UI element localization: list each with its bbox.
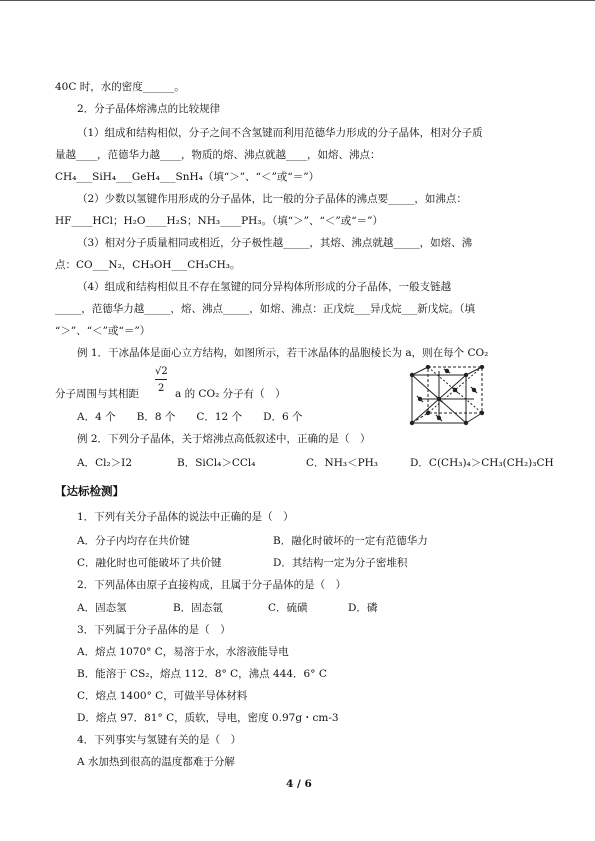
text-line: HF____HCl；H₂O____H₂S；NH₃____PH₃。（填“＞”、“＜”或“＝”） <box>55 215 383 227</box>
q3-option-c: C．熔点 1400° C，可做半导体材料 <box>77 690 248 702</box>
text-line: 例 2．下列分子晶体，关于熔沸点高低叙述中，正确的是（ ） <box>77 433 371 445</box>
q3-option-d: D．熔点 97．81° C，质软，导电，密度 0.97g・cm-3 <box>77 712 339 724</box>
page-number: 4 / 6 <box>286 778 312 790</box>
text-line: （2）少数以氢键作用形成的分子晶体，比一般的分子晶体的沸点要_____，如沸点： <box>77 193 467 205</box>
q1-option-b: B．融化时破坏的一定有范德华力 <box>273 535 428 547</box>
text-line: （1）组成和结构相似，分子之间不含氢键而利用范德华力形成的分子晶体，相对分子质 <box>77 127 483 139</box>
text-line: （4）组成和结构相似且不存在氢键的同分异构体所形成的分子晶体，一般支链越 <box>77 281 452 293</box>
q2-option-c: C．硫磺 <box>268 602 308 614</box>
q1-option-a: A．分子内均存在共价键 <box>77 535 190 547</box>
option-c: C．NH₃＜PH₃ <box>306 457 379 469</box>
text-line: 量越____，范德华力越____，物质的熔、沸点就越____，如熔、沸点： <box>55 149 381 161</box>
q3-option-b: B．能溶于 CS₂，熔点 112．8° C，沸点 444．6° C <box>77 668 327 680</box>
text-line: （3）相对分子质量相同或相近，分子极性越_____，其熔、沸点就越_____，如熔、沸 <box>77 237 473 249</box>
text-line: A．4 个 B．8 个 C．12 个 D．6 个 <box>77 411 303 423</box>
text-line: 分子周围与其相距 <box>55 388 139 400</box>
text-line: “＞”、“＜”或“＝”） <box>55 325 151 337</box>
option-b: B．SiCl₄＞CCl₄ <box>177 457 256 469</box>
q1-option-c: C．融化时也可能破坏了共价键 <box>77 557 222 569</box>
fraction-bar <box>155 379 167 380</box>
fraction-numerator: √2 <box>155 366 168 377</box>
text-line: 40C 时，水的密度______。 <box>55 81 185 93</box>
option-d: D．C(CH₃)₄＞CH₃(CH₂)₃CH <box>410 457 554 469</box>
option-a: A．Cl₂＞I2 <box>77 457 133 469</box>
question-3: 3．下列属于分子晶体的是（ ） <box>77 624 231 636</box>
q3-option-a: A．熔点 1070° C，易溶于水，水溶液能导电 <box>77 646 289 658</box>
question-4: 4．下列事实与氢键有关的是（ ） <box>77 734 242 746</box>
text-line: 2．分子晶体熔沸点的比较规律 <box>77 103 221 115</box>
text-line: a 的 CO₂ 分子有（ ） <box>175 388 286 400</box>
text-line: _____，范德华力越_____，熔、沸点_____，如熔、沸点：正戊烷___异戊烷___新戊烷。（填 <box>55 303 475 315</box>
page-top-rule <box>0 0 595 1</box>
text-line: 例 1．干冰晶体是面心立方结构，如图所示，若干冰晶体的晶胞棱长为 a，则在每个 CO₂ <box>77 347 489 359</box>
crystal-lattice-figure <box>408 365 490 427</box>
q2-option-b: B．固态氩 <box>173 602 223 614</box>
q2-option-d: D．磷 <box>348 602 378 614</box>
fraction-denominator: 2 <box>158 383 165 394</box>
text-line: 点：CO___N₂，CH₃OH___CH₃CH₃。 <box>55 259 241 271</box>
question-2: 2．下列晶体由原子直接构成，且属于分子晶体的是（ ） <box>77 579 347 591</box>
q2-option-a: A．固态氢 <box>77 602 127 614</box>
q4-option-a: A 水加热到很高的温度都难于分解 <box>77 756 235 768</box>
q1-option-d: D．其结构一定为分子密堆积 <box>273 557 408 569</box>
text-line: CH₄___SiH₄___GeH₄___SnH₄（填“＞”、“＜”或“＝”） <box>55 171 320 183</box>
question-1: 1．下列有关分子晶体的说法中正确的是（ ） <box>77 511 294 523</box>
section-title: 【达标检测】 <box>55 484 124 498</box>
